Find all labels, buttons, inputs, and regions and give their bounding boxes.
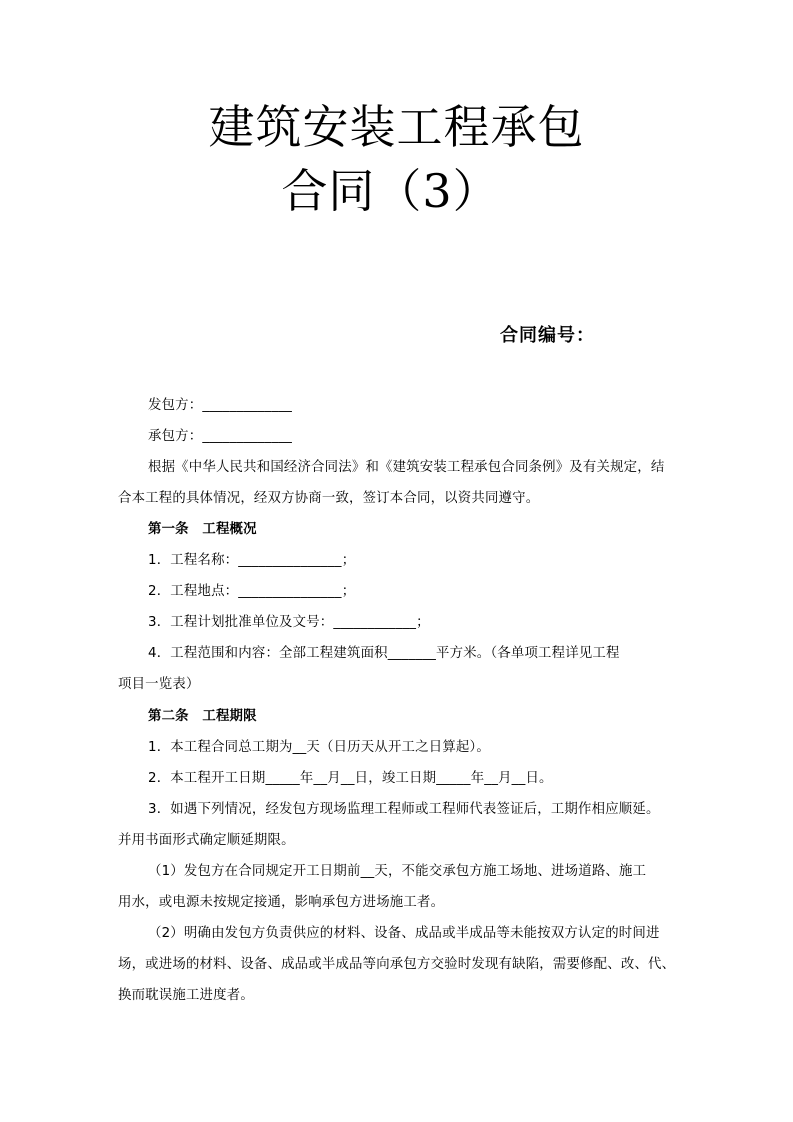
article-1-item-3: 3．工程计划批准单位及文号：____________； bbox=[148, 615, 430, 630]
article-2-sub-1-line1: （1）发包方在合同规定开工日期前__天，不能交承包方施工场地、进场道路、施工 bbox=[148, 864, 647, 879]
article-1-item-4-line2: 项目一览表） bbox=[118, 677, 200, 692]
article-2-item-2: 2．本工程开工日期_____年__月__日，竣工日期_____年__月__日。 bbox=[148, 771, 553, 786]
document-title-line1: 建筑安装工程承包 bbox=[208, 100, 585, 154]
article-1-heading: 第一条 工程概况 bbox=[148, 522, 257, 537]
party-b-line: 承包方：_____________ bbox=[148, 429, 293, 444]
contract-number-label: 合同编号： bbox=[500, 325, 595, 346]
article-2-item-3-line1: 3．如遇下列情况，经发包方现场监理工程师或工程师代表签证后，工期作相应顺延。 bbox=[148, 802, 660, 817]
intro-paragraph-line2: 合本工程的具体情况，经双方协商一致，签订本合同，以资共同遵守。 bbox=[118, 491, 540, 506]
document-title-line2: 合同（3） bbox=[281, 164, 500, 218]
article-2-item-3-line2: 并用书面形式确定顺延期限。 bbox=[118, 833, 295, 848]
article-2-sub-2-line3: 换而耽误施工进度者。 bbox=[118, 988, 254, 1003]
article-1-item-4-line1: 4．工程范围和内容：全部工程建筑面积_______平方米。（各单项工程详见工程 bbox=[148, 646, 620, 661]
article-2-sub-2-line2: 场，或进场的材料、设备、成品或半成品等向承包方交验时发现有缺陷，需要修配、改、代、 bbox=[118, 957, 676, 972]
party-a-line: 发包方：_____________ bbox=[148, 398, 293, 413]
intro-paragraph-line1: 根据《中华人民共和国经济合同法》和《建筑安装工程承包合同条例》及有关规定，结 bbox=[148, 460, 665, 475]
article-2-sub-1-line2: 用水，或电源未按规定接通，影响承包方进场施工者。 bbox=[118, 895, 445, 910]
article-2-heading: 第二条 工程期限 bbox=[148, 709, 257, 724]
article-2-item-1: 1．本工程合同总工期为__天（日历天从开工之日算起）。 bbox=[148, 740, 490, 755]
article-2-sub-2-line1: （2）明确由发包方负责供应的材料、设备、成品或半成品等未能按双方认定的时间进 bbox=[148, 926, 660, 941]
article-1-item-2: 2．工程地点：_______________； bbox=[148, 584, 356, 599]
article-1-item-1: 1．工程名称：_______________； bbox=[148, 553, 356, 568]
